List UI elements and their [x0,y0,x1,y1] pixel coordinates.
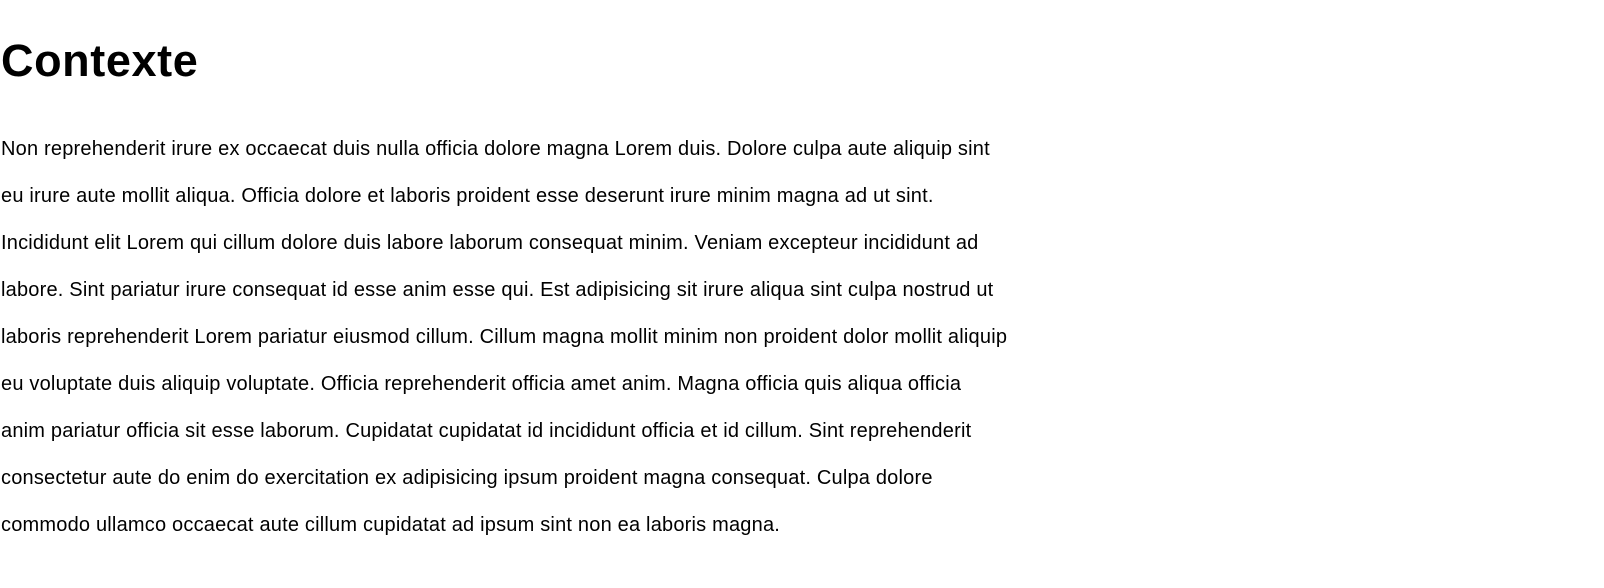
paragraph-line: labore. Sint pariatur irure consequat id esse anim esse qui. Est adipisicing sit irure aliqua sint culpa nostrud ut [1,279,994,301]
paragraph-line: eu voluptate duis aliquip voluptate. Officia reprehenderit officia amet anim. Magna officia quis aliqua officia [1,373,962,395]
paragraph-line: laboris reprehenderit Lorem pariatur eiusmod cillum. Cillum magna mollit minim non proident dolor mollit aliquip [1,326,1008,348]
body-paragraph [1,126,1603,549]
paragraph-line: Non reprehenderit irure ex occaecat duis nulla officia dolore magna Lorem duis. Dolore culpa aute aliquip sint [1,138,990,160]
paragraph-line: commodo ullamco occaecat aute cillum cupidatat ad ipsum sint non ea laboris magna. [1,514,781,536]
paragraph-line: eu irure aute mollit aliqua. Officia dolore et laboris proident esse deserunt irure minim magna ad ut sint. [1,185,934,207]
paragraph-line: Incididunt elit Lorem qui cillum dolore duis labore laborum consequat minim. Veniam excepteur incididunt ad [1,232,979,254]
section-heading: Contexte [1,35,199,86]
paragraph-line: anim pariatur officia sit esse laborum. Cupidatat cupidatat id incididunt officia et id cillum. Sint reprehenderit [1,420,972,442]
paragraph-line: consectetur aute do enim do exercitation ex adipisicing ipsum proident magna consequat. Culpa dolore [1,467,933,489]
